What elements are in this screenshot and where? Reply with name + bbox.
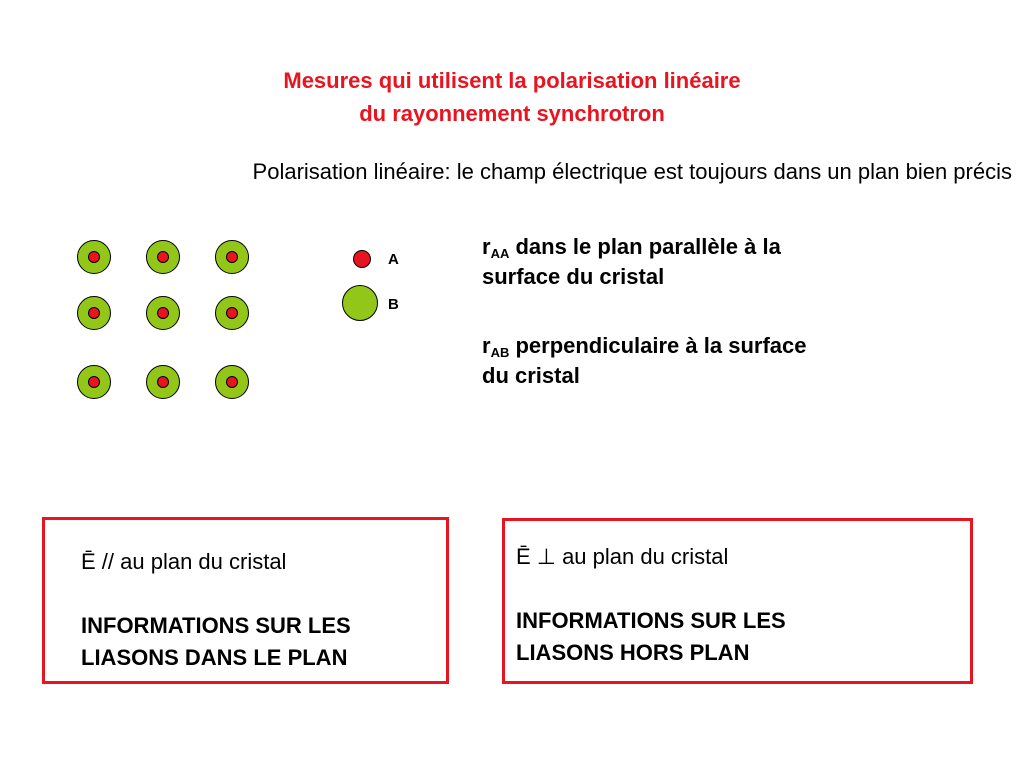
description-rab bbox=[482, 331, 806, 391]
subtitle: Polarisation linéaire: le champ électrique est toujours dans un plan bien précis bbox=[252, 159, 1012, 184]
atom-core bbox=[226, 376, 238, 388]
box-perpendicular-info-line2: LIASONS HORS PLAN bbox=[516, 640, 750, 665]
lattice-atom bbox=[146, 365, 180, 399]
box-perpendicular bbox=[502, 518, 973, 684]
raa-text: dans le plan parallèle à la bbox=[509, 234, 781, 259]
box-parallel-info-line2: LIASONS DANS LE PLAN bbox=[81, 645, 348, 670]
lattice-atom bbox=[215, 296, 249, 330]
lattice-atom bbox=[215, 240, 249, 274]
box-perpendicular-info-line1: INFORMATIONS SUR LES bbox=[516, 608, 786, 633]
title-line-2: du rayonnement synchrotron bbox=[359, 101, 665, 126]
atom-core bbox=[157, 376, 169, 388]
atom-core bbox=[157, 251, 169, 263]
box-parallel-info-line1: INFORMATIONS SUR LES bbox=[81, 613, 351, 638]
box-parallel bbox=[42, 517, 449, 684]
legend-label-b: B bbox=[388, 296, 399, 313]
atom-core bbox=[226, 251, 238, 263]
lattice-atom bbox=[146, 296, 180, 330]
title-line-1: Mesures qui utilisent la polarisation linéaire bbox=[283, 68, 741, 93]
raa-subscript: AA bbox=[490, 246, 510, 261]
description-raa bbox=[482, 232, 781, 292]
atom-core bbox=[88, 376, 100, 388]
legend-label-a: A bbox=[388, 251, 399, 268]
atom-core bbox=[88, 251, 100, 263]
rab-text-line2: du cristal bbox=[482, 363, 580, 388]
box-parallel-heading: Ē // au plan du cristal bbox=[81, 549, 287, 574]
atom-core bbox=[226, 307, 238, 319]
rab-subscript: AB bbox=[490, 345, 510, 360]
raa-symbol: r bbox=[482, 234, 491, 259]
rab-text: perpendiculaire à la surface bbox=[509, 333, 807, 358]
lattice-atom bbox=[77, 296, 111, 330]
lattice-atom bbox=[77, 365, 111, 399]
raa-text-line2: surface du cristal bbox=[482, 264, 665, 289]
atom-core bbox=[88, 307, 100, 319]
legend-atom-a bbox=[353, 250, 371, 268]
lattice-atom bbox=[77, 240, 111, 274]
legend-atom-b bbox=[342, 285, 378, 321]
atom-core bbox=[157, 307, 169, 319]
box-perpendicular-heading: Ē ⊥ au plan du cristal bbox=[516, 544, 729, 569]
lattice-atom bbox=[146, 240, 180, 274]
lattice-atom bbox=[215, 365, 249, 399]
rab-symbol: r bbox=[482, 333, 491, 358]
